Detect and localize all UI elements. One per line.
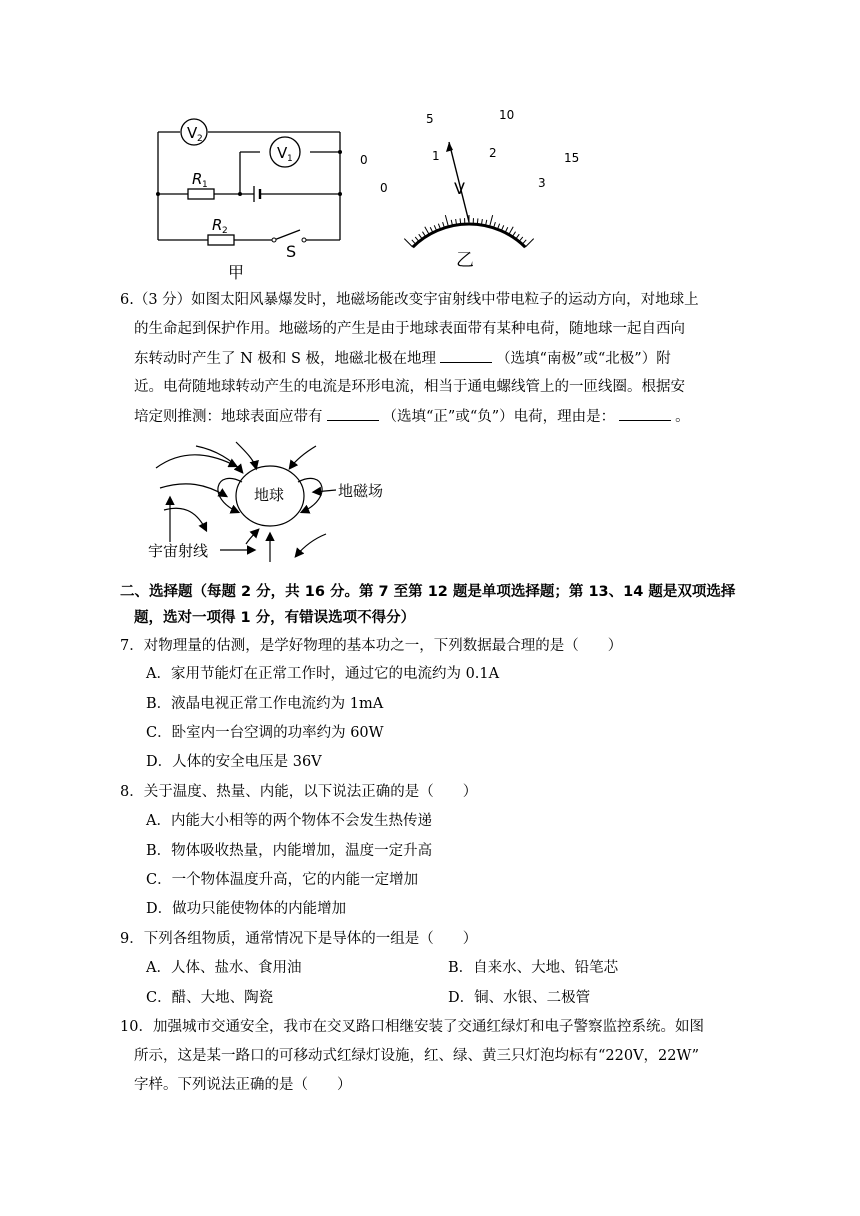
voltmeter-v1: [270, 137, 300, 167]
q6-line-5-b: （选填“正”或“负”）电荷，理由是：: [382, 409, 616, 425]
q6-line-5-a: 培定则推测：地球表面应带有: [134, 409, 323, 425]
q10-line-1: 10．加强城市交通安全，我市在交叉路口相继安装了交通红绿灯和电子警察监控系统。如图: [120, 1019, 704, 1035]
field-label: 地磁场: [338, 482, 384, 500]
svg-text:V: V: [277, 144, 288, 162]
q10-line-3: 字样。下列说法正确的是（ ）: [134, 1077, 352, 1093]
q6-line-5: [134, 406, 690, 427]
section-2-heading-line-2: 题，选对一项得 1 分，有错误选项不得分）: [134, 610, 416, 626]
inner-scale-1: 1: [432, 149, 440, 163]
svg-text:2: 2: [222, 226, 228, 236]
outer-scale-5: 5: [426, 112, 434, 126]
answer-blank-3[interactable]: [619, 406, 671, 421]
earth-magnetic-field-diagram: [146, 438, 406, 566]
resistor-r1-label: [192, 170, 208, 190]
q8-option-d[interactable]: D．做功只能使物体的内能增加: [146, 901, 347, 917]
meter-unit: V: [454, 179, 465, 198]
dial-tick: [404, 239, 412, 248]
dial-tick: [490, 215, 493, 227]
voltmeter-v2: [181, 119, 207, 145]
q9-option-a[interactable]: A．人体、盐水、食用油: [146, 960, 302, 976]
q7-option-c[interactable]: C．卧室内一台空调的功率约为 60W: [146, 725, 384, 741]
inner-scale-3: 3: [538, 176, 546, 190]
svg-text:1: 1: [287, 154, 293, 164]
q6-line-3-a: 东转动时产生了 N 极和 S 极，地磁北极在地理: [134, 351, 437, 367]
switch-label: S: [286, 242, 297, 261]
svg-text:R: R: [192, 170, 203, 188]
q6-line-1: 6.（3 分）如图太阳风暴爆发时，地磁场能改变宇宙射线中带电粒子的运动方向，对地球上: [120, 292, 699, 308]
svg-text:2: 2: [197, 134, 203, 144]
cosmic-ray-label: 宇宙射线: [148, 542, 209, 560]
q8-option-b[interactable]: B．物体吸收热量，内能增加，温度一定升高: [146, 843, 433, 859]
outer-scale-0: 0: [360, 153, 368, 167]
figure-label-yi: 乙: [456, 250, 474, 271]
q10-line-2: 所示，这是某一路口的可移动式红绿灯设施，红、绿、黄三只灯泡均标有“220V，22W”: [134, 1048, 700, 1064]
circuit-diagram: [150, 112, 350, 282]
q6-line-4: 近。电荷随地球转动产生的电流是环形电流，相当于通电螺线管上的一匝线圈。根据安: [134, 379, 685, 395]
q7-stem: 7．对物理量的估测，是学好物理的基本功之一，下列数据最合理的是（ ）: [120, 638, 623, 654]
outer-scale-15: 15: [564, 151, 580, 165]
svg-text:R: R: [212, 216, 223, 234]
q6-line-2: 的生命起到保护作用。地磁场的产生是由于地球表面带有某种电荷，随地球一起自西向: [134, 321, 685, 337]
q6-line-3-b: （选填“南极”或“北极”）附: [496, 351, 671, 367]
answer-blank-1[interactable]: [440, 348, 492, 363]
dial-tick: [525, 239, 533, 248]
q9-option-d[interactable]: D．铜、水银、二极管: [448, 990, 591, 1006]
dial-tick: [445, 215, 448, 227]
q7-option-d[interactable]: D．人体的安全电压是 36V: [146, 754, 322, 770]
inner-scale-2: 2: [489, 146, 497, 160]
inner-scale-0: 0: [380, 181, 388, 195]
answer-blank-2[interactable]: [327, 406, 379, 421]
q9-stem: 9．下列各组物质，通常情况下是导体的一组是（ ）: [120, 931, 478, 947]
q6-line-3: [134, 348, 671, 369]
q8-option-c[interactable]: C．一个物体温度升高，它的内能一定增加: [146, 872, 419, 888]
q8-stem: 8．关于温度、热量、内能，以下说法正确的是（ ）: [120, 784, 478, 800]
svg-text:V: V: [187, 124, 198, 142]
resistor-r2-label: [212, 216, 228, 236]
svg-text:1: 1: [202, 180, 208, 190]
q7-option-a[interactable]: A．家用节能灯在正常工作时，通过它的电流约为 0.1A: [146, 666, 500, 682]
q6-line-5-c: 。: [675, 409, 690, 425]
figure-label-jia: 甲: [228, 263, 245, 282]
earth-label: 地球: [254, 486, 285, 504]
q9-option-c[interactable]: C．醋、大地、陶瓷: [146, 990, 274, 1006]
voltmeter-dial: [352, 104, 592, 274]
q9-option-b[interactable]: B．自来水、大地、铅笔芯: [448, 960, 619, 976]
q8-option-a[interactable]: A．内能大小相等的两个物体不会发生热传递: [146, 813, 432, 829]
outer-scale-10: 10: [499, 108, 515, 122]
q7-option-b[interactable]: B．液晶电视正常工作电流约为 1mA: [146, 696, 384, 712]
section-2-heading-line-1: 二、选择题（每题 2 分，共 16 分。第 7 至第 12 题是单项选择题；第 13、14 题是双项选择: [120, 584, 736, 600]
